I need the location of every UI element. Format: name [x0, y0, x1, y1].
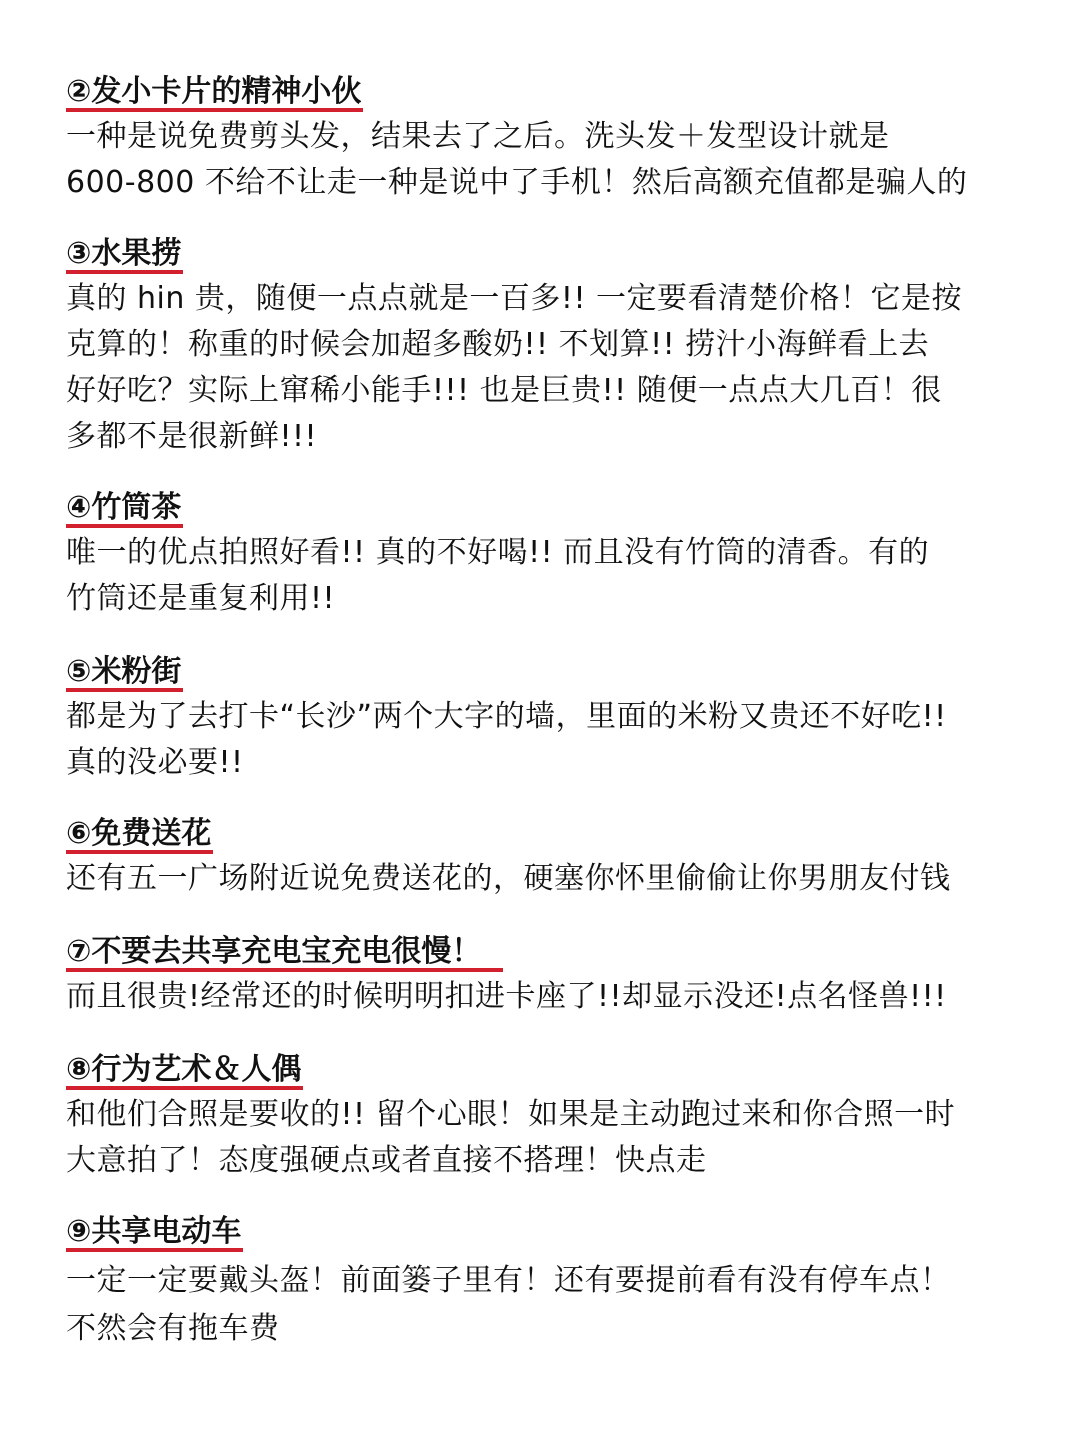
body-line: 大意拍了！态度强硬点或者直接不搭理！快点走 — [66, 1143, 707, 1178]
section-body-5 — [66, 694, 1056, 786]
body-line: 还有五一广场附近说免费送花的，硬塞你怀里偷偷让你男朋友付钱 — [66, 861, 951, 896]
section-heading-5: ⑤米粉街 — [66, 652, 183, 692]
body-line: 真的 hin 贵，随便一点点就是一百多!! 一定要看清楚价格！它是按 — [66, 281, 963, 316]
section-body-8 — [66, 1092, 1056, 1184]
body-line: 不然会有拖车费 — [66, 1311, 280, 1346]
section-heading-2: ②发小卡片的精神小伙 — [66, 72, 363, 112]
body-line: 一定一定要戴头盔！前面篓子里有！还有要提前看有没有停车点！ — [66, 1263, 951, 1298]
section-heading-4: ④竹筒茶 — [66, 488, 183, 528]
section-heading-8: ⑧行为艺术＆人偶 — [66, 1050, 303, 1090]
body-line: 唯一的优点拍照好看!! 真的不好喝!! 而且没有竹筒的清香。有的 — [66, 535, 930, 570]
body-line: 真的没必要!! — [66, 745, 244, 780]
body-line: 克算的！称重的时候会加超多酸奶!! 不划算!! 捞汁小海鲜看上去 — [66, 327, 930, 362]
section-body-9 — [66, 1258, 1056, 1352]
body-line: 好好吃？实际上窜稀小能手!!! 也是巨贵!! 随便一点点大几百！很 — [66, 373, 942, 408]
body-line: 一种是说免费剪头发，结果去了之后。洗头发＋发型设计就是 — [66, 119, 890, 154]
section-body-4 — [66, 530, 1056, 622]
section-heading-9: ⑨共享电动车 — [66, 1212, 243, 1252]
body-line: 600-800 不给不让走一种是说中了手机！然后高额充值都是骗人的 — [66, 165, 968, 200]
section-heading-6: ⑥免费送花 — [66, 814, 213, 854]
body-line: 和他们合照是要收的!! 留个心眼！如果是主动跑过来和你合照一时 — [66, 1097, 956, 1132]
section-body-6 — [66, 856, 1056, 902]
body-line: 而且很贵!经常还的时候明明扣进卡座了!!却显示没还!点名怪兽!!! — [66, 979, 947, 1014]
section-heading-3: ③水果捞 — [66, 234, 183, 274]
section-body-2 — [66, 114, 1056, 206]
section-body-7 — [66, 974, 1056, 1020]
body-line: 都是为了去打卡“长沙”两个大字的墙，里面的米粉又贵还不好吃!! — [66, 699, 947, 734]
section-heading-7: ⑦不要去共享充电宝充电很慢！ — [66, 932, 503, 972]
section-body-3 — [66, 276, 1056, 460]
body-line: 竹筒还是重复利用!! — [66, 581, 336, 616]
body-line: 多都不是很新鲜!!! — [66, 419, 318, 454]
